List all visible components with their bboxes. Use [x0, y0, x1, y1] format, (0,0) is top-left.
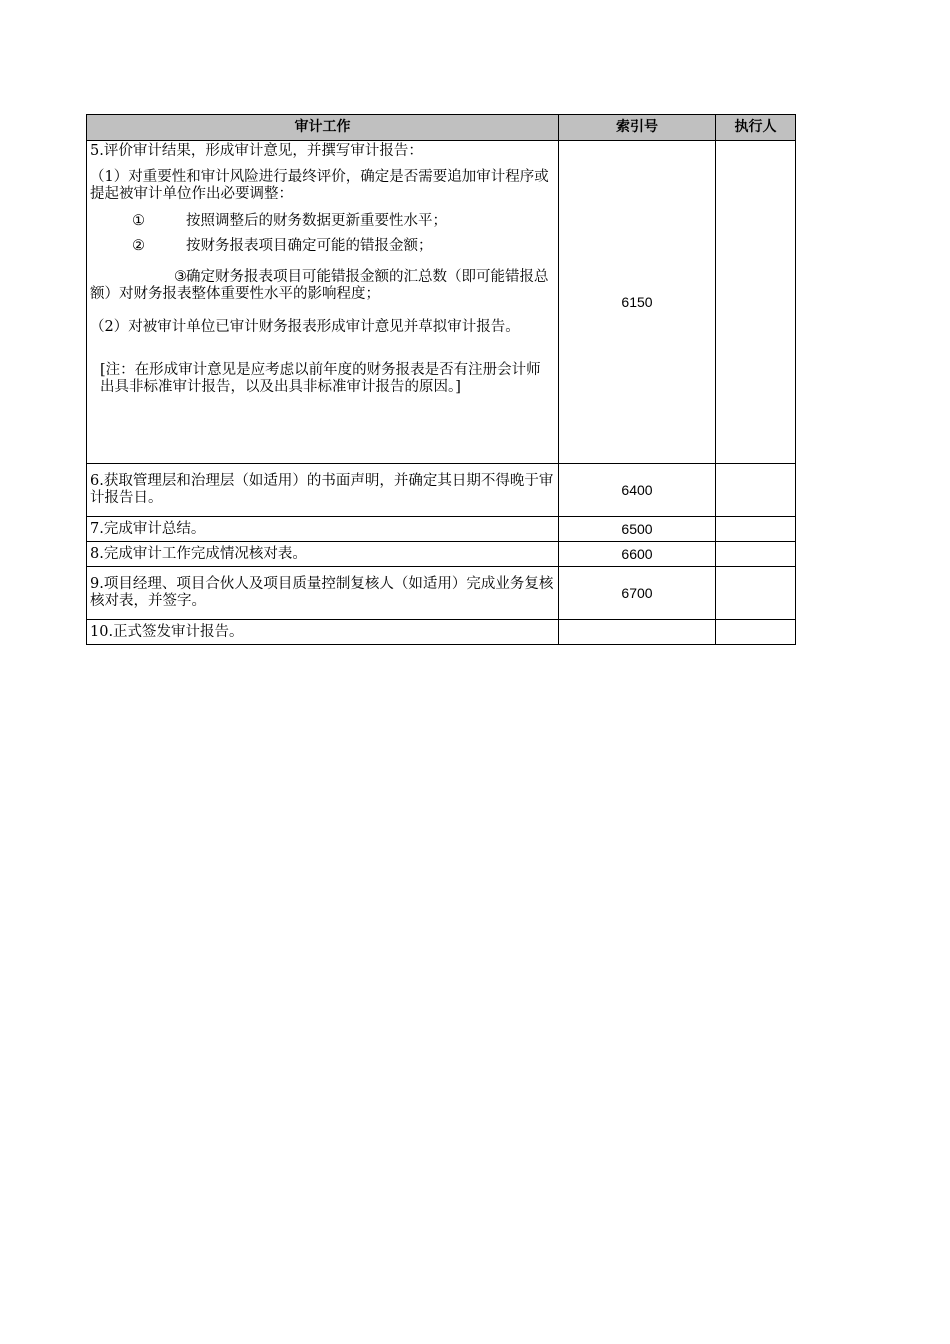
- index-number-cell: 6500: [559, 517, 716, 542]
- header-index-number: 索引号: [559, 115, 716, 141]
- audit-work-cell: 9.项目经理、项目合伙人及项目质量控制复核人（如适用）完成业务复核核对表，并签字。: [87, 567, 559, 620]
- audit-work-table: [86, 114, 796, 645]
- audit-work-cell: 8.完成审计工作完成情况核对表。: [87, 542, 559, 567]
- step-5-item-1: （1）对重要性和审计风险进行最终评价，确定是否需要追加审计程序或提起被审计单位作出必要调整：: [90, 169, 549, 202]
- step-5-sub-3: [90, 269, 555, 303]
- sub-1-number: ①: [132, 213, 145, 229]
- index-number-cell: 6700: [559, 567, 716, 620]
- sub-2-number: ②: [132, 238, 145, 254]
- executor-cell[interactable]: [716, 464, 796, 517]
- table-row: [87, 620, 796, 645]
- header-row: [87, 115, 796, 141]
- sub-3-number: ③: [174, 269, 187, 285]
- table-row: [87, 567, 796, 620]
- table-row: [87, 517, 796, 542]
- table-row: [87, 464, 796, 517]
- index-number-cell: [559, 620, 716, 645]
- step-5-sub-1: [90, 213, 555, 230]
- sub-3-text: 确定财务报表项目可能错报金额的汇总数（即可能错报总额）对财务报表整体重要性水平的影响程度；: [90, 269, 549, 302]
- index-number-cell: 6400: [559, 464, 716, 517]
- executor-cell[interactable]: [716, 567, 796, 620]
- table-row: [87, 141, 796, 464]
- executor-cell[interactable]: [716, 620, 796, 645]
- header-executor: 执行人: [716, 115, 796, 141]
- executor-cell[interactable]: [716, 517, 796, 542]
- step-5-sub-2: [90, 238, 555, 255]
- audit-work-cell: 7.完成审计总结。: [87, 517, 559, 542]
- step-5-item-2: （2）对被审计单位已审计财务报表形成审计意见并草拟审计报告。: [90, 319, 520, 335]
- index-number-cell: 6600: [559, 542, 716, 567]
- step-5-title: 5.评价审计结果，形成审计意见，并撰写审计报告：: [90, 143, 423, 159]
- table-row: [87, 542, 796, 567]
- sub-1-text: 按照调整后的财务数据更新重要性水平；: [186, 213, 447, 229]
- executor-cell[interactable]: [716, 141, 796, 464]
- header-audit-work: 审计工作: [87, 115, 559, 141]
- audit-work-cell: 6.获取管理层和治理层（如适用）的书面声明，并确定其日期不得晚于审计报告日。: [87, 464, 559, 517]
- index-number-cell: 6150: [559, 141, 716, 464]
- audit-work-cell: 10.正式签发审计报告。: [87, 620, 559, 645]
- executor-cell[interactable]: [716, 542, 796, 567]
- audit-work-cell: [87, 141, 559, 464]
- step-5-note: [注：在形成审计意见是应考虑以前年度的财务报表是否有注册会计师出具非标准审计报告，以及出具非标准审计报告的原因。]: [100, 362, 541, 395]
- sub-2-text: 按财务报表项目确定可能的错报金额；: [186, 238, 433, 254]
